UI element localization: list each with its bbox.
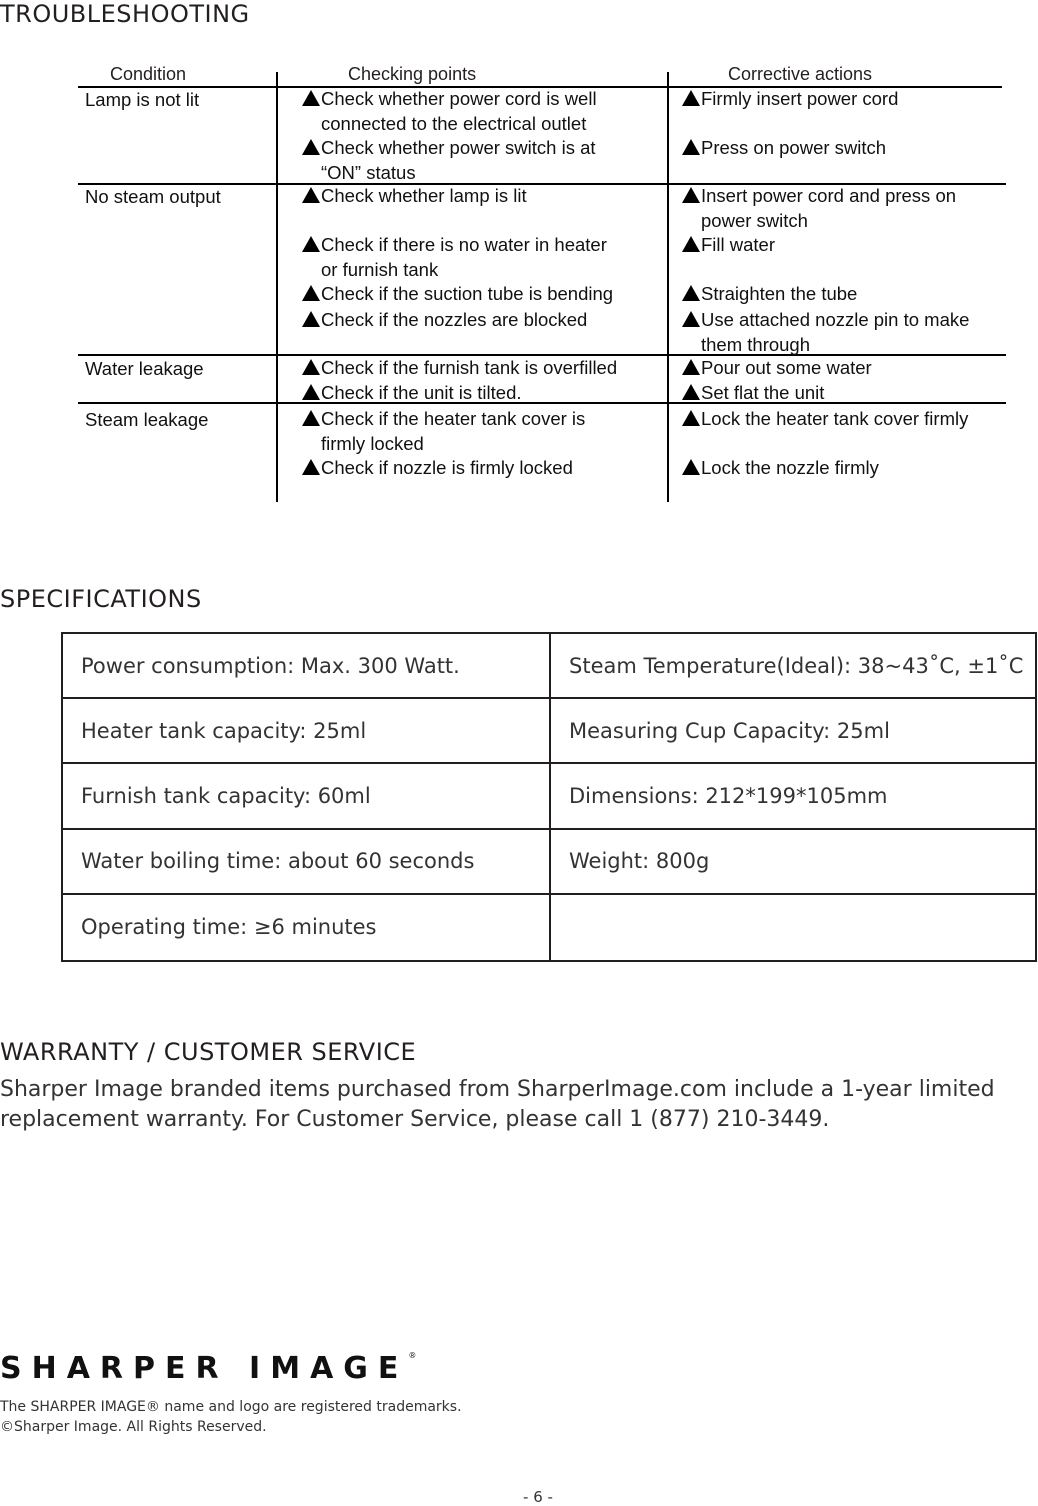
page-number: - 6 - xyxy=(523,1488,553,1506)
warranty-text: Sharper Image branded items purchased from SharperImage.com include a 1-year limited replacement warranty. For Customer Service, please call 1 (877) 210-3449. xyxy=(0,1077,995,1132)
checks-cell: Check if the furnish tank is overfilled Check if the unit is tilted. xyxy=(302,356,617,405)
triangle-bullet-icon xyxy=(682,410,700,426)
triangle-bullet-icon xyxy=(302,384,320,400)
header-corrective-actions: Corrective actions xyxy=(728,64,873,84)
sharper-image-logo: SHARPER IMAGE® xyxy=(0,1351,417,1386)
trademark-notice: The SHARPER IMAGE® name and logo are registered trademarks. xyxy=(0,1399,462,1415)
checks-cell: Check whether power cord is well connected to the electrical outlet Check whether power switch is at “ON” status xyxy=(302,87,597,185)
spec-cell: Power consumption: Max. 300 Watt. xyxy=(63,634,551,699)
header-condition: Condition xyxy=(110,64,187,84)
triangle-bullet-icon xyxy=(302,311,320,327)
actions-cell: Insert power cord and press on power switch Fill water Straighten the tube Use attached nozzle pin to make them through xyxy=(682,184,969,357)
triangle-bullet-icon xyxy=(682,384,700,400)
triangle-bullet-icon xyxy=(682,90,700,106)
triangle-bullet-icon xyxy=(302,90,320,106)
condition-cell: Lamp is not lit xyxy=(85,89,200,110)
condition-cell: Steam leakage xyxy=(85,409,209,430)
triangle-bullet-icon xyxy=(302,285,320,301)
spec-cell: Furnish tank capacity: 60ml xyxy=(63,764,551,829)
actions-cell: Pour out some water Set flat the unit xyxy=(682,356,872,405)
copyright-notice: ©Sharper Image. All Rights Reserved. xyxy=(0,1419,267,1435)
actions-cell: Firmly insert power cord Press on power switch xyxy=(682,87,898,160)
spec-cell-empty xyxy=(551,895,1035,960)
checks-cell: Check if the heater tank cover is firmly locked Check if nozzle is firmly locked xyxy=(302,407,585,481)
checks-cell: Check whether lamp is lit Check if there is no water in heater or furnish tank Check if the suction tube is bending Check if the nozzles are blocked xyxy=(302,184,613,333)
triangle-bullet-icon xyxy=(682,359,700,375)
specifications-table xyxy=(61,632,1037,962)
warranty-title: WARRANTY / CUSTOMER SERVICE xyxy=(0,1038,417,1066)
triangle-bullet-icon xyxy=(682,187,700,203)
triangle-bullet-icon xyxy=(302,410,320,426)
condition-cell: Water leakage xyxy=(85,358,204,379)
actions-cell: Lock the heater tank cover firmly Lock the nozzle firmly xyxy=(682,407,968,481)
troubleshooting-title: TROUBLESHOOTING xyxy=(0,0,250,28)
condition-cell: No steam output xyxy=(85,186,221,207)
triangle-bullet-icon xyxy=(302,187,320,203)
table-divider xyxy=(667,72,669,502)
triangle-bullet-icon xyxy=(682,236,700,252)
triangle-bullet-icon xyxy=(302,139,320,155)
header-checking-points: Checking points xyxy=(348,64,477,84)
triangle-bullet-icon xyxy=(682,459,700,475)
triangle-bullet-icon xyxy=(302,236,320,252)
spec-cell: Weight: 800g xyxy=(551,830,1035,895)
table-divider xyxy=(276,72,278,502)
spec-cell: Measuring Cup Capacity: 25ml xyxy=(551,699,1035,764)
specifications-title: SPECIFICATIONS xyxy=(0,585,202,613)
spec-cell: Steam Temperature(Ideal): 38~43˚C, ±1˚C xyxy=(551,634,1035,699)
triangle-bullet-icon xyxy=(682,311,700,327)
spec-cell: Dimensions: 212*199*105mm xyxy=(551,764,1035,829)
triangle-bullet-icon xyxy=(302,459,320,475)
troubleshooting-table xyxy=(0,0,1038,520)
spec-cell: Heater tank capacity: 25ml xyxy=(63,699,551,764)
triangle-bullet-icon xyxy=(682,139,700,155)
spec-cell: Operating time: ≥6 minutes xyxy=(63,895,551,960)
triangle-bullet-icon xyxy=(682,285,700,301)
triangle-bullet-icon xyxy=(302,359,320,375)
spec-cell: Water boiling time: about 60 seconds xyxy=(63,830,551,895)
